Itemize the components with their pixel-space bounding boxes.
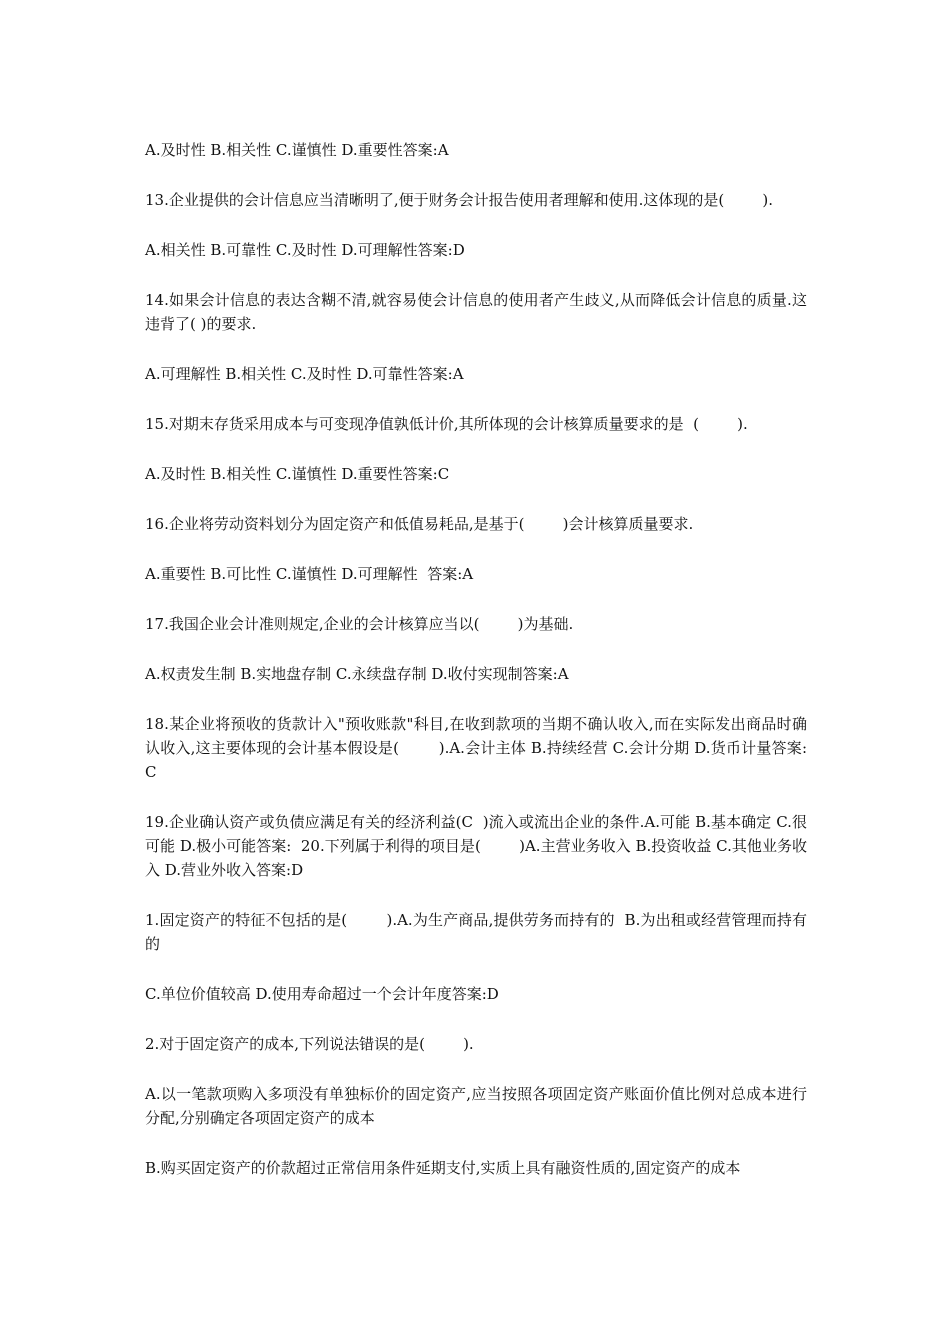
question-16: 16.企业将劳动资料划分为固定资产和低值易耗品,是基于( )会计核算质量要求. [145,515,694,533]
option-a-fixed-assets-2: A.以一笔款项购入多项没有单独标价的固定资产,应当按照各项固定资产账面价值比例对总成本进行分配,分别确定各项固定资产的成本 [145,1085,807,1127]
answer-options-14: A.可理解性 B.相关性 C.及时性 D.可靠性答案:A [145,365,464,383]
answer-options-15: A.及时性 B.相关性 C.谨慎性 D.重要性答案:C [145,465,450,483]
question-17: 17.我国企业会计准则规定,企业的会计核算应当以( )为基础. [145,615,574,633]
answer-options-fixed-assets-1: C.单位价值较高 D.使用寿命超过一个会计年度答案:D [145,985,499,1003]
option-b-fixed-assets-2: B.购买固定资产的价款超过正常信用条件延期支付,实质上具有融资性质的,固定资产的成本 [145,1159,741,1177]
answer-options-12: A.及时性 B.相关性 C.谨慎性 D.重要性答案:A [145,141,449,159]
answer-options-13: A.相关性 B.可靠性 C.及时性 D.可理解性答案:D [145,241,465,259]
answer-options-16: A.重要性 B.可比性 C.谨慎性 D.可理解性 答案:A [145,565,474,583]
question-fixed-assets-2: 2.对于固定资产的成本,下列说法错误的是( ). [145,1035,474,1053]
question-fixed-assets-1: 1.固定资产的特征不包括的是( ).A.为生产商品,提供劳务而持有的 B.为出租或经营管理而持有的 [145,911,807,953]
document-page [145,138,807,1206]
answer-options-17: A.权责发生制 B.实地盘存制 C.永续盘存制 D.收付实现制答案:A [145,665,569,683]
question-18: 18.某企业将预收的货款计入"预收账款"科目,在收到款项的当期不确认收入,而在实际发出商品时确认收入,这主要体现的会计基本假设是( ).A.会计主体 B.持续经营 C.会计分期 D.货币计量答案:C [145,715,807,781]
question-19-20: 19.企业确认资产或负债应满足有关的经济利益(C )流入或流出企业的条件.A.可能 B.基本确定 C.很可能 D.极小可能答案: 20.下列属于利得的项目是( )A.主营业务收入 B.投资收益 C.其他业务收入 D.营业外收入答案:D [145,813,807,879]
question-14: 14.如果会计信息的表达含糊不清,就容易使会计信息的使用者产生歧义,从而降低会计信息的质量.这违背了( )的要求. [145,291,807,333]
question-13: 13.企业提供的会计信息应当清晰明了,便于财务会计报告使用者理解和使用.这体现的是( ). [145,191,774,209]
question-15: 15.对期末存货采用成本与可变现净值孰低计价,其所体现的会计核算质量要求的是 ( ). [145,415,748,433]
